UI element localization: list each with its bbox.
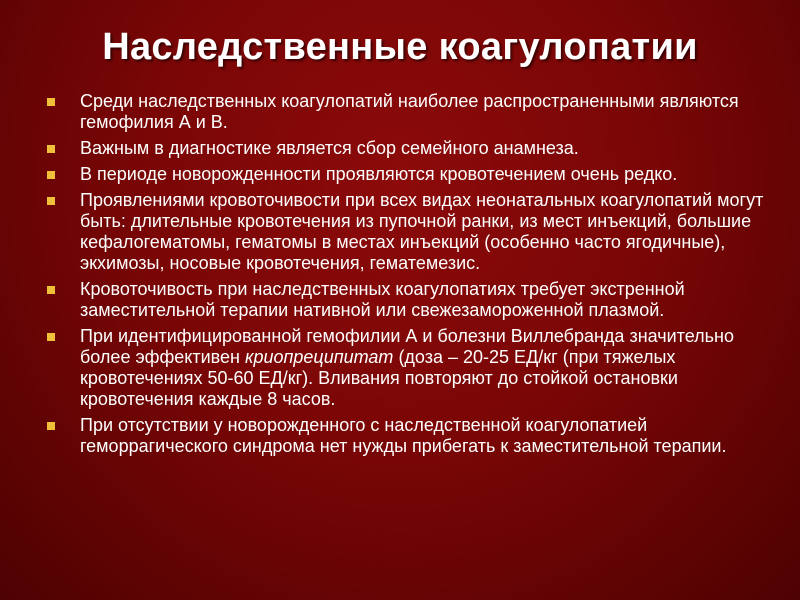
square-bullet-icon <box>47 145 55 153</box>
square-bullet-icon <box>47 422 55 430</box>
slide-title: Наследственные коагулопатии <box>102 26 698 68</box>
bullet-text: Важным в диагностике является сбор семейного анамнеза. <box>80 138 579 158</box>
square-bullet-icon <box>47 286 55 294</box>
bullet-item <box>44 91 764 133</box>
square-bullet-icon <box>47 98 55 106</box>
bullet-item <box>44 190 764 274</box>
square-bullet-icon <box>47 171 55 179</box>
bullet-item <box>44 326 764 410</box>
bullet-text-part: При идентифицированной гемофилии А и болезни Виллебранда значительно более эффективен <box>80 326 734 367</box>
bullet-text: Проявлениями кровоточивости при всех видах неонатальных коагулопатий могут быть: длительные кровотечения из пупочной ранки, из мест инъекций, большие кефалогематомы, гематомы в местах инъекций (особенно часто ягодичные), экхимозы, носовые кровотечения, гематемезис. <box>80 190 764 273</box>
emphasized-term: криопреципитат <box>244 347 394 367</box>
bullet-item <box>44 415 764 457</box>
bullet-text-part: (доза – 20-25 ЕД/кг (при тяжелых кровотечениях 50-60 ЕД/кг). Вливания повторяют до стойкой остановки кровотечения каждые 8 часов. <box>80 347 678 409</box>
bullet-item <box>44 164 764 185</box>
square-bullet-icon <box>47 333 55 341</box>
bullet-item <box>44 279 764 321</box>
bullet-text: Кровоточивость при наследственных коагулопатиях требует экстренной заместительной терапии нативной или свежезамороженной плазмой. <box>80 279 685 320</box>
bullet-text <box>80 326 734 409</box>
bullet-text: Среди наследственных коагулопатий наиболее распространенными являются гемофилия А и В. <box>80 91 739 132</box>
bullet-item <box>44 138 764 159</box>
bullet-list <box>44 91 764 462</box>
square-bullet-icon <box>47 197 55 205</box>
bullet-text: В периоде новорожденности проявляются кровотечением очень редко. <box>80 164 678 184</box>
bullet-text: При отсутствии у новорожденного с наследственной коагулопатией геморрагического синдрома нет нужды прибегать к заместительной терапии. <box>80 415 727 456</box>
